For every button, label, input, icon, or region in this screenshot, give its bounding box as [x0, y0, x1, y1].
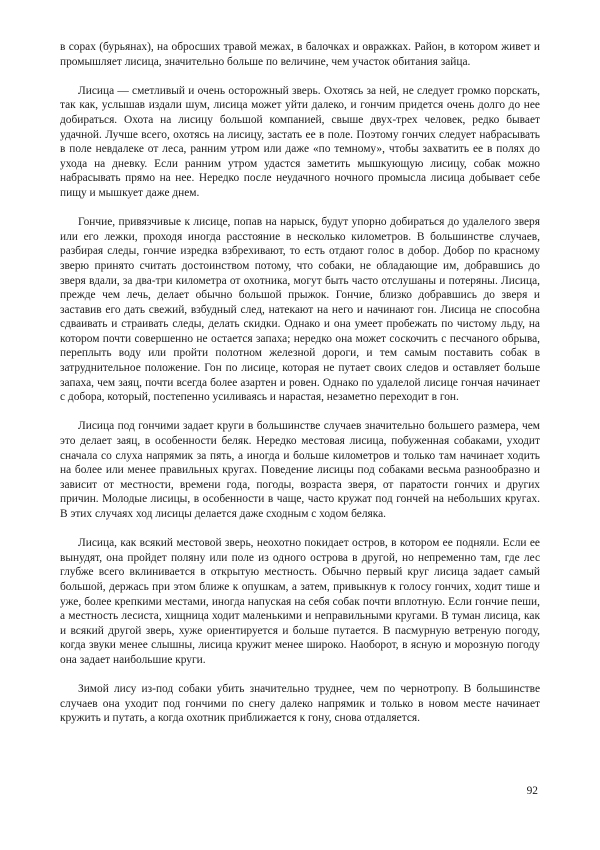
document-page	[60, 40, 540, 741]
paragraph-hounds-tracking: Гончие, привязчивые к лисице, попав на нарыск, будут упорно добираться до удалелого зверя или его лежки, проходя иногда расстояние в несколько километров. В большинстве случаев, разбирая следы, гончие изредка взбрехивают, то есть отдают голос в добор. Добор по красному зверю принято считать достоинством потому, что собаки, не обладающие им, добравшись до зверя вдали, за два-три километра от охотника, могут быть часто отслушаны и потеряны. Лисица, прежде чем лечь, делает обычно большой прыжок. Гончие, близко добравшись до зверя и заставив его дать свежий, взбудный след, натекают на него и начинают гон. Лисица не способна сдваивать и страивать следы, делать скидки. Однако и она умеет пробежать по чистому льду, на котором почти совершенно не остается запаха; нередко она может соскочить с песчаного обрыва, переплыть воду или пройти полотном железной дороги, и тем самым поставить собак в затруднительное положение. Гон по лисице, которая не путает своих следов и оставляет больше запаха, чем заяц, почти всегда более азартен и ровен. Однако по удалелой лисице гончая начинает с добора, который, постепенно усиливаясь и нарастая, незаметно переходит в гон.	[60, 216, 540, 404]
page-number: 92	[526, 785, 538, 797]
paragraph-fox-circles: Лисица под гончими задает круги в большинстве случаев значительно большего размера, чем это делает заяц, в особенности беляк. Нередко местовая лисица, побуженная собаками, уходит сначала со слуха напрямик за пять, а иногда и больше километров и только там начинает ходить на более или менее правильных кругах. Поведение лисицы под собаками весьма разнообразно и зависит от местности, времени года, погоды, возраста зверя, от паратости гончих и других причин. Молодые лисицы, в особенности в чаще, часто кружат под гончей на небольших кругах. В этих случаях ход лисицы делается даже сходным с ходом беляка.	[60, 420, 540, 520]
paragraph-continuation: в сорах (бурьянах), на обросших травой межах, в балочках и овражках. Район, в котором живет и промышляет лисица, значительно больше по величине, чем участок обитания зайца.	[60, 41, 540, 68]
paragraph-winter-hunt: Зимой лису из-под собаки убить значительно труднее, чем по чернотропу. В большинстве случаев она уходит под гончими по снегу далеко напрямик и только в новом месте начинает кружить и путать, а когда охотник приближается к гону, снова отдаляется.	[60, 683, 540, 725]
paragraph-fox-caution: Лисица — сметливый и очень осторожный зверь. Охотясь за ней, не следует громко порскать, так как, услышав издали шум, лисица может уйти далеко, и гончим придется очень долго до нее добираться. Охота на лисицу большой компанией, свыше двух-трех человек, редко бывает удачной. Лучше всего, охотясь на лисицу, застать ее в поле. Поэтому гончих следует набрасывать в поле невдалеке от леса, ранним утром или даже «по темному», чтобы захватить ее в полях до ухода на дневку. Если ранним утром удастся заметить мышкующую лисицу, собак можно набрасывать прямо на нее. Нередко после неудачного ночного промысла лисица добывает себе пищу и мышкует даже днем.	[60, 84, 540, 199]
paragraph-local-fox: Лисица, как всякий местовой зверь, неохотно покидает остров, в котором ее подняли. Если ее вынудят, она пройдет поляну или поле из одного острова в другой, но непременно там, где лес глубже всего вклинивается в открытую местность. Обычно первый круг лисица задает самый большой, держась при этом ближе к опушкам, а затем, привыкнув к голосу гончих, ходит тише и уже, более крепкими местами, иногда напуская на себя собак почти вплотную. Если гончие пеши, а местность лесиста, хищница ходит маленькими и неправильными кругами. В туман лисица, как и всякий другой зверь, хуже ориентируется и больше путается. В пасмурную ветреную погоду, когда звуки менее слышны, лисица кружит менее широко. Наоборот, в ясную и морозную погоду она задает наибольшие круги.	[60, 537, 540, 666]
